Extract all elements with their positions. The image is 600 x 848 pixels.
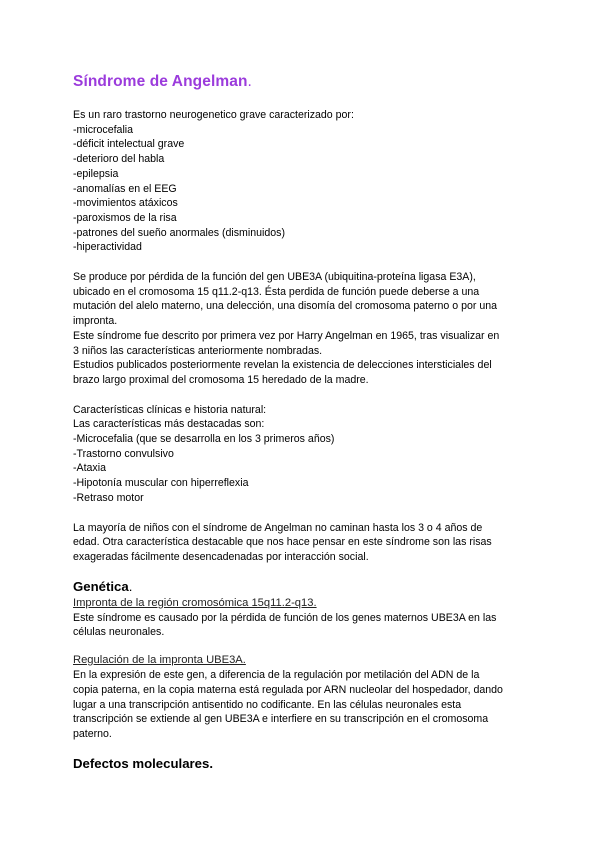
paragraph-line: 3 niños las características anteriormente nombradas. [73,344,323,357]
paragraph-line: Este síndrome es causado por la pérdida de función de los genes maternos UBE3A en las [73,611,497,624]
list-item: -Microcefalia (que se desarrolla en los 3 primeros años) [73,433,335,446]
paragraph-line: ubicado en el cromosoma 15 q11.2-q13. Ésta perdida de función puede deberse a una [73,285,480,298]
title-dot: . [247,73,252,90]
cause-paragraph [73,270,533,329]
intro-paragraph: Es un raro trastorno neurogenetico grave caracterizado por: [73,109,354,121]
list-item: -Trastorno convulsivo [73,447,174,460]
document-title [73,72,533,92]
paragraph-line: impronta. [73,315,118,328]
paragraph-line: lugar a una transcripción antisentido no codificante. En las células neuronales esta [73,698,462,711]
list-item: -hiperactividad [73,241,142,254]
list-item: -Ataxia [73,462,106,475]
imprint-subheading: Impronta de la región cromosómica 15q11.2-q13. [73,596,317,609]
document-content [73,72,533,773]
majority-paragraph [73,521,533,565]
paragraph-line: Este síndrome fue descrito por primera vez por Harry Angelman en 1965, tras visualizar en [73,329,500,342]
list-item: -epilepsia [73,167,119,180]
clinical-heading: Características clínicas e historia natural: [73,403,267,416]
paragraph-line: Estudios publicados posteriormente revelan la existencia de delecciones intersticiales del [73,359,492,372]
imprint-paragraph [73,611,533,640]
symptom-list [73,123,533,255]
title-text: Síndrome de Angelman [73,73,248,90]
paragraph-line: células neuronales. [73,626,165,639]
clinical-intro: Las características más destacadas son: [73,418,265,431]
clinical-list [73,432,533,506]
list-item: -déficit intelectual grave [73,138,185,151]
list-item: -movimientos atáxicos [73,197,178,210]
paragraph-line: transcripción se extiende al gen UBE3A e interfiere en su transcripción en el cromosoma [73,713,489,726]
list-item: -patrones del sueño anormales (disminuidos) [73,226,285,239]
paragraph-line: edad. Otra característica destacable que nos hace pensar en este síndrome son las risas [73,536,492,549]
list-item: -paroxismos de la risa [73,211,177,224]
paragraph-line: paterno. [73,727,112,740]
studies-paragraph [73,358,533,387]
paragraph-line: La mayoría de niños con el síndrome de Angelman no caminan hasta los 3 o 4 años de [73,521,483,534]
genetics-heading-text: Genética [73,578,129,594]
genetics-heading-dot: . [128,578,133,594]
paragraph-line: Se produce por pérdida de la función del gen UBE3A (ubiquitina-proteína ligasa E3A), [73,271,476,284]
list-item: -deterioro del habla [73,153,165,166]
paragraph-line: brazo largo proximal del cromosoma 15 heredado de la madre. [73,373,369,386]
history-paragraph [73,329,533,358]
list-item: -microcefalia [73,123,134,136]
paragraph-line: copia paterna, en la copia materna está regulada por ARN nucleolar del hospedador, dando [73,683,503,696]
regulation-paragraph [73,668,533,742]
list-item: -anomalías en el EEG [73,182,177,195]
regulation-subheading: Regulación de la impronta UBE3A. [73,654,246,667]
paragraph-line: exageradas fácilmente desencadenadas por interacción social. [73,550,369,563]
list-item: -Retraso motor [73,491,144,504]
genetics-heading [73,578,533,596]
paragraph-line: mutación del alelo materno, una delección, una disomía del cromosoma paterno o por una [73,300,498,313]
defects-heading: Defectos moleculares. [73,755,213,771]
paragraph-line: En la expresión de este gen, a diferencia de la regulación por metilación del ADN de la [73,669,480,682]
list-item: -Hipotonía muscular con hiperreflexia [73,477,249,490]
